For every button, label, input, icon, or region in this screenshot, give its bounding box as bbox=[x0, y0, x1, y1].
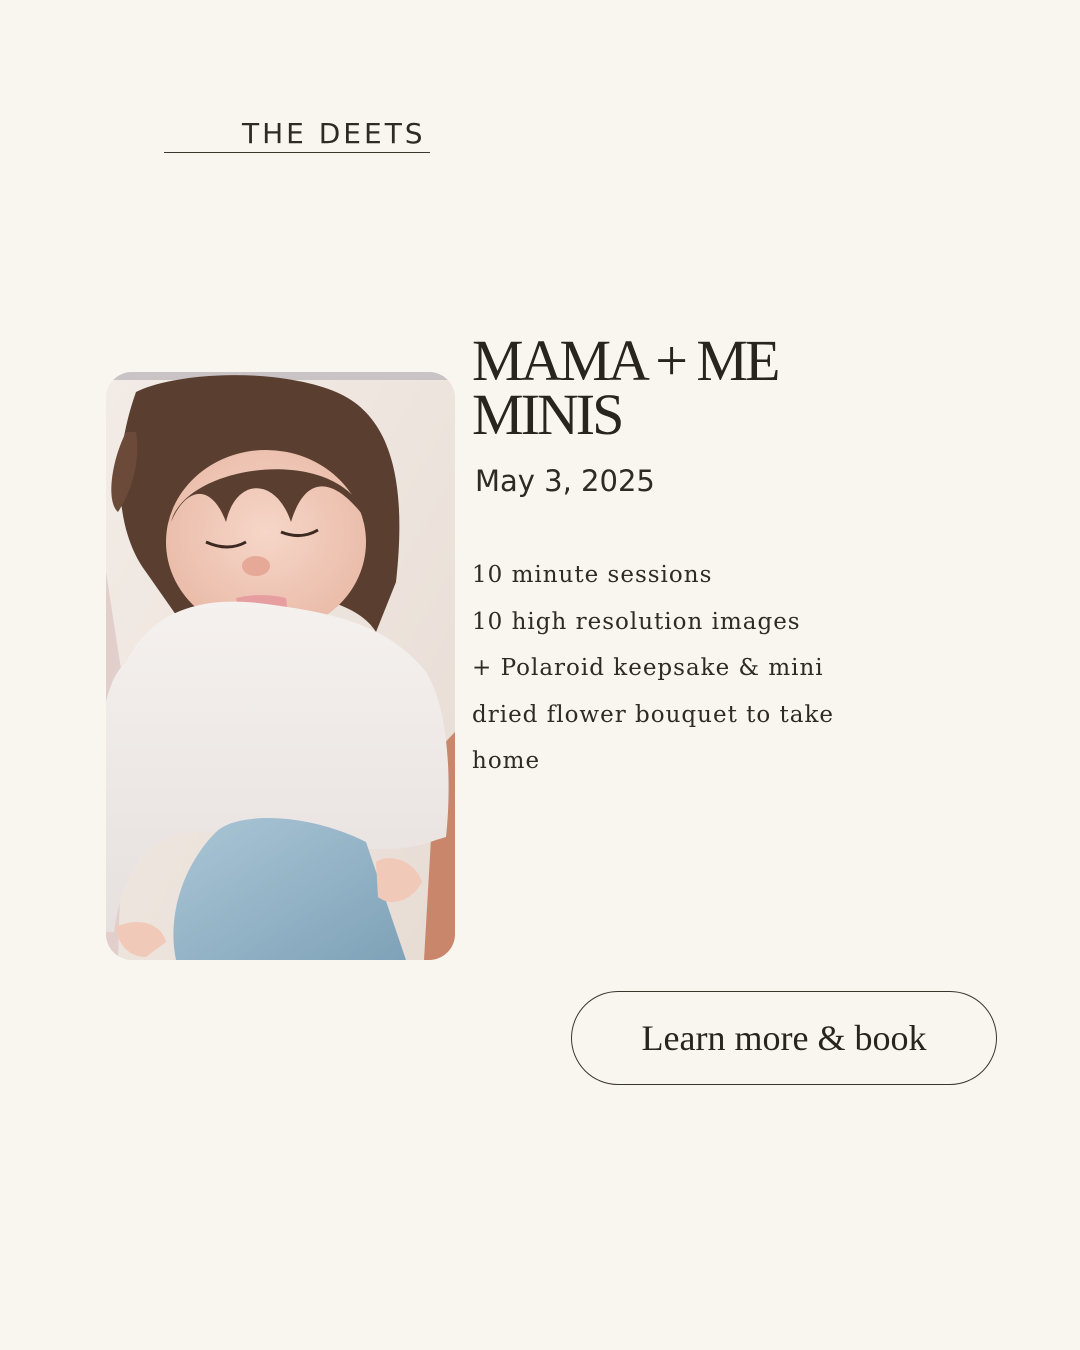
toddler-portrait-photo bbox=[106, 372, 455, 960]
event-title: MAMA + ME MINIS bbox=[472, 328, 778, 447]
detail-item-images: 10 high resolution images bbox=[472, 608, 801, 635]
detail-item-duration: 10 minute sessions bbox=[472, 562, 713, 588]
session-details-list bbox=[472, 552, 852, 785]
detail-item-keepsake: + Polaroid keepsake & mini dried flower bouquet to take home bbox=[472, 655, 835, 774]
learn-more-book-button[interactable]: Learn more & book bbox=[571, 991, 997, 1085]
section-underline bbox=[164, 152, 430, 153]
event-date: May 3, 2025 bbox=[475, 464, 655, 498]
section-label: THE DEETS bbox=[242, 117, 426, 150]
